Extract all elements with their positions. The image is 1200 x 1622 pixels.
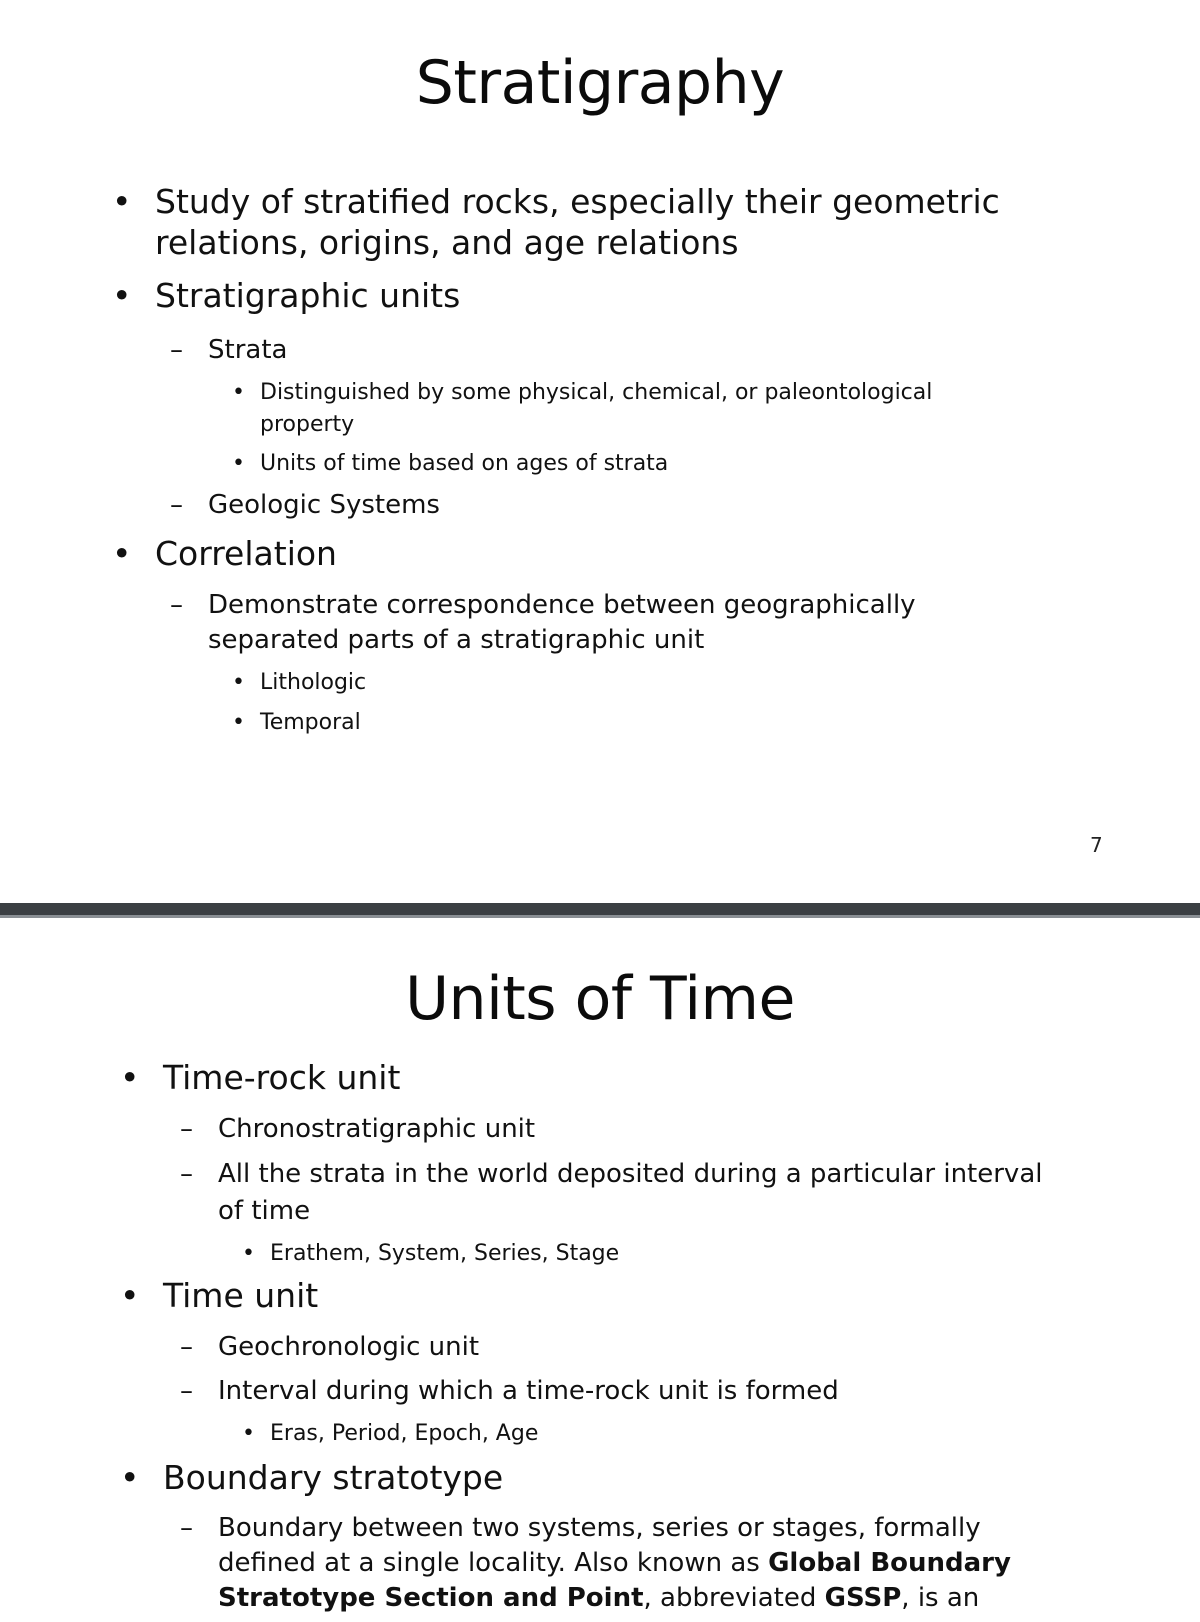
list-item: Demonstrate correspondence between geographically <box>208 590 916 620</box>
list-item: Lithologic <box>260 670 367 695</box>
slide-units-of-time <box>0 918 1200 1622</box>
bold-term: Stratotype Section and Point <box>218 1583 644 1613</box>
list-item-continuation: separated parts of a stratigraphic unit <box>208 625 705 655</box>
list-item: Erathem, System, Series, Stage <box>270 1241 620 1266</box>
slide-title: Units of Time <box>405 964 795 1034</box>
page-number: 7 <box>1090 833 1103 857</box>
page-divider <box>0 903 1200 918</box>
dash-icon: – <box>180 1159 193 1189</box>
list-item: Stratigraphic units <box>155 276 461 315</box>
bullet-icon: • <box>120 1058 140 1097</box>
bold-term: Global Boundary <box>768 1548 1011 1578</box>
list-item: Geologic Systems <box>208 490 440 520</box>
list-item: Distinguished by some physical, chemical, or paleontological <box>260 380 933 405</box>
bullet-icon: • <box>232 380 245 405</box>
list-item: Chronostratigraphic unit <box>218 1114 536 1144</box>
bullet-icon: • <box>120 1276 140 1315</box>
text-run: defined at a single locality. Also known as <box>218 1548 769 1578</box>
slide-title: Stratigraphy <box>415 48 785 118</box>
list-item: Geochronologic unit <box>218 1332 480 1362</box>
list-item: All the strata in the world deposited during a particular interval <box>218 1159 1043 1189</box>
list-item: Interval during which a time-rock unit is formed <box>218 1376 839 1406</box>
list-item: Time-rock unit <box>163 1058 401 1097</box>
dash-icon: – <box>180 1332 193 1362</box>
dash-icon: – <box>170 490 183 520</box>
list-item-continuation: of time <box>218 1196 311 1226</box>
dash-icon: – <box>180 1114 193 1144</box>
list-item: Time unit <box>163 1276 319 1315</box>
list-item: Correlation <box>155 534 337 573</box>
list-item-continuation <box>218 1548 1011 1578</box>
bullet-icon: • <box>242 1241 255 1266</box>
dash-icon: – <box>170 590 183 620</box>
dash-icon: – <box>180 1513 193 1543</box>
list-item: Temporal <box>260 710 361 735</box>
list-item: Eras, Period, Epoch, Age <box>270 1421 539 1446</box>
dash-icon: – <box>170 335 183 365</box>
text-run: , is an <box>901 1583 980 1613</box>
list-item-continuation: relations, origins, and age relations <box>155 223 739 262</box>
list-item: Boundary between two systems, series or stages, formally <box>218 1513 981 1543</box>
list-item: Study of stratified rocks, especially their geometric <box>155 182 1000 221</box>
dash-icon: – <box>180 1376 193 1406</box>
list-item-continuation: property <box>260 412 355 437</box>
bullet-icon: • <box>232 710 245 735</box>
bold-term: GSSP <box>824 1583 902 1613</box>
bullet-icon: • <box>112 534 132 573</box>
text-run: , abbreviated <box>643 1583 825 1613</box>
list-item: Boundary stratotype <box>163 1458 504 1497</box>
bullet-icon: • <box>242 1421 255 1446</box>
list-item-continuation <box>218 1583 979 1613</box>
bullet-icon: • <box>120 1458 140 1497</box>
bullet-icon: • <box>232 670 245 695</box>
list-item: Strata <box>208 335 288 365</box>
bullet-icon: • <box>232 451 245 476</box>
list-item: Units of time based on ages of strata <box>260 451 669 476</box>
bullet-icon: • <box>112 276 132 315</box>
bullet-icon: • <box>112 182 132 221</box>
